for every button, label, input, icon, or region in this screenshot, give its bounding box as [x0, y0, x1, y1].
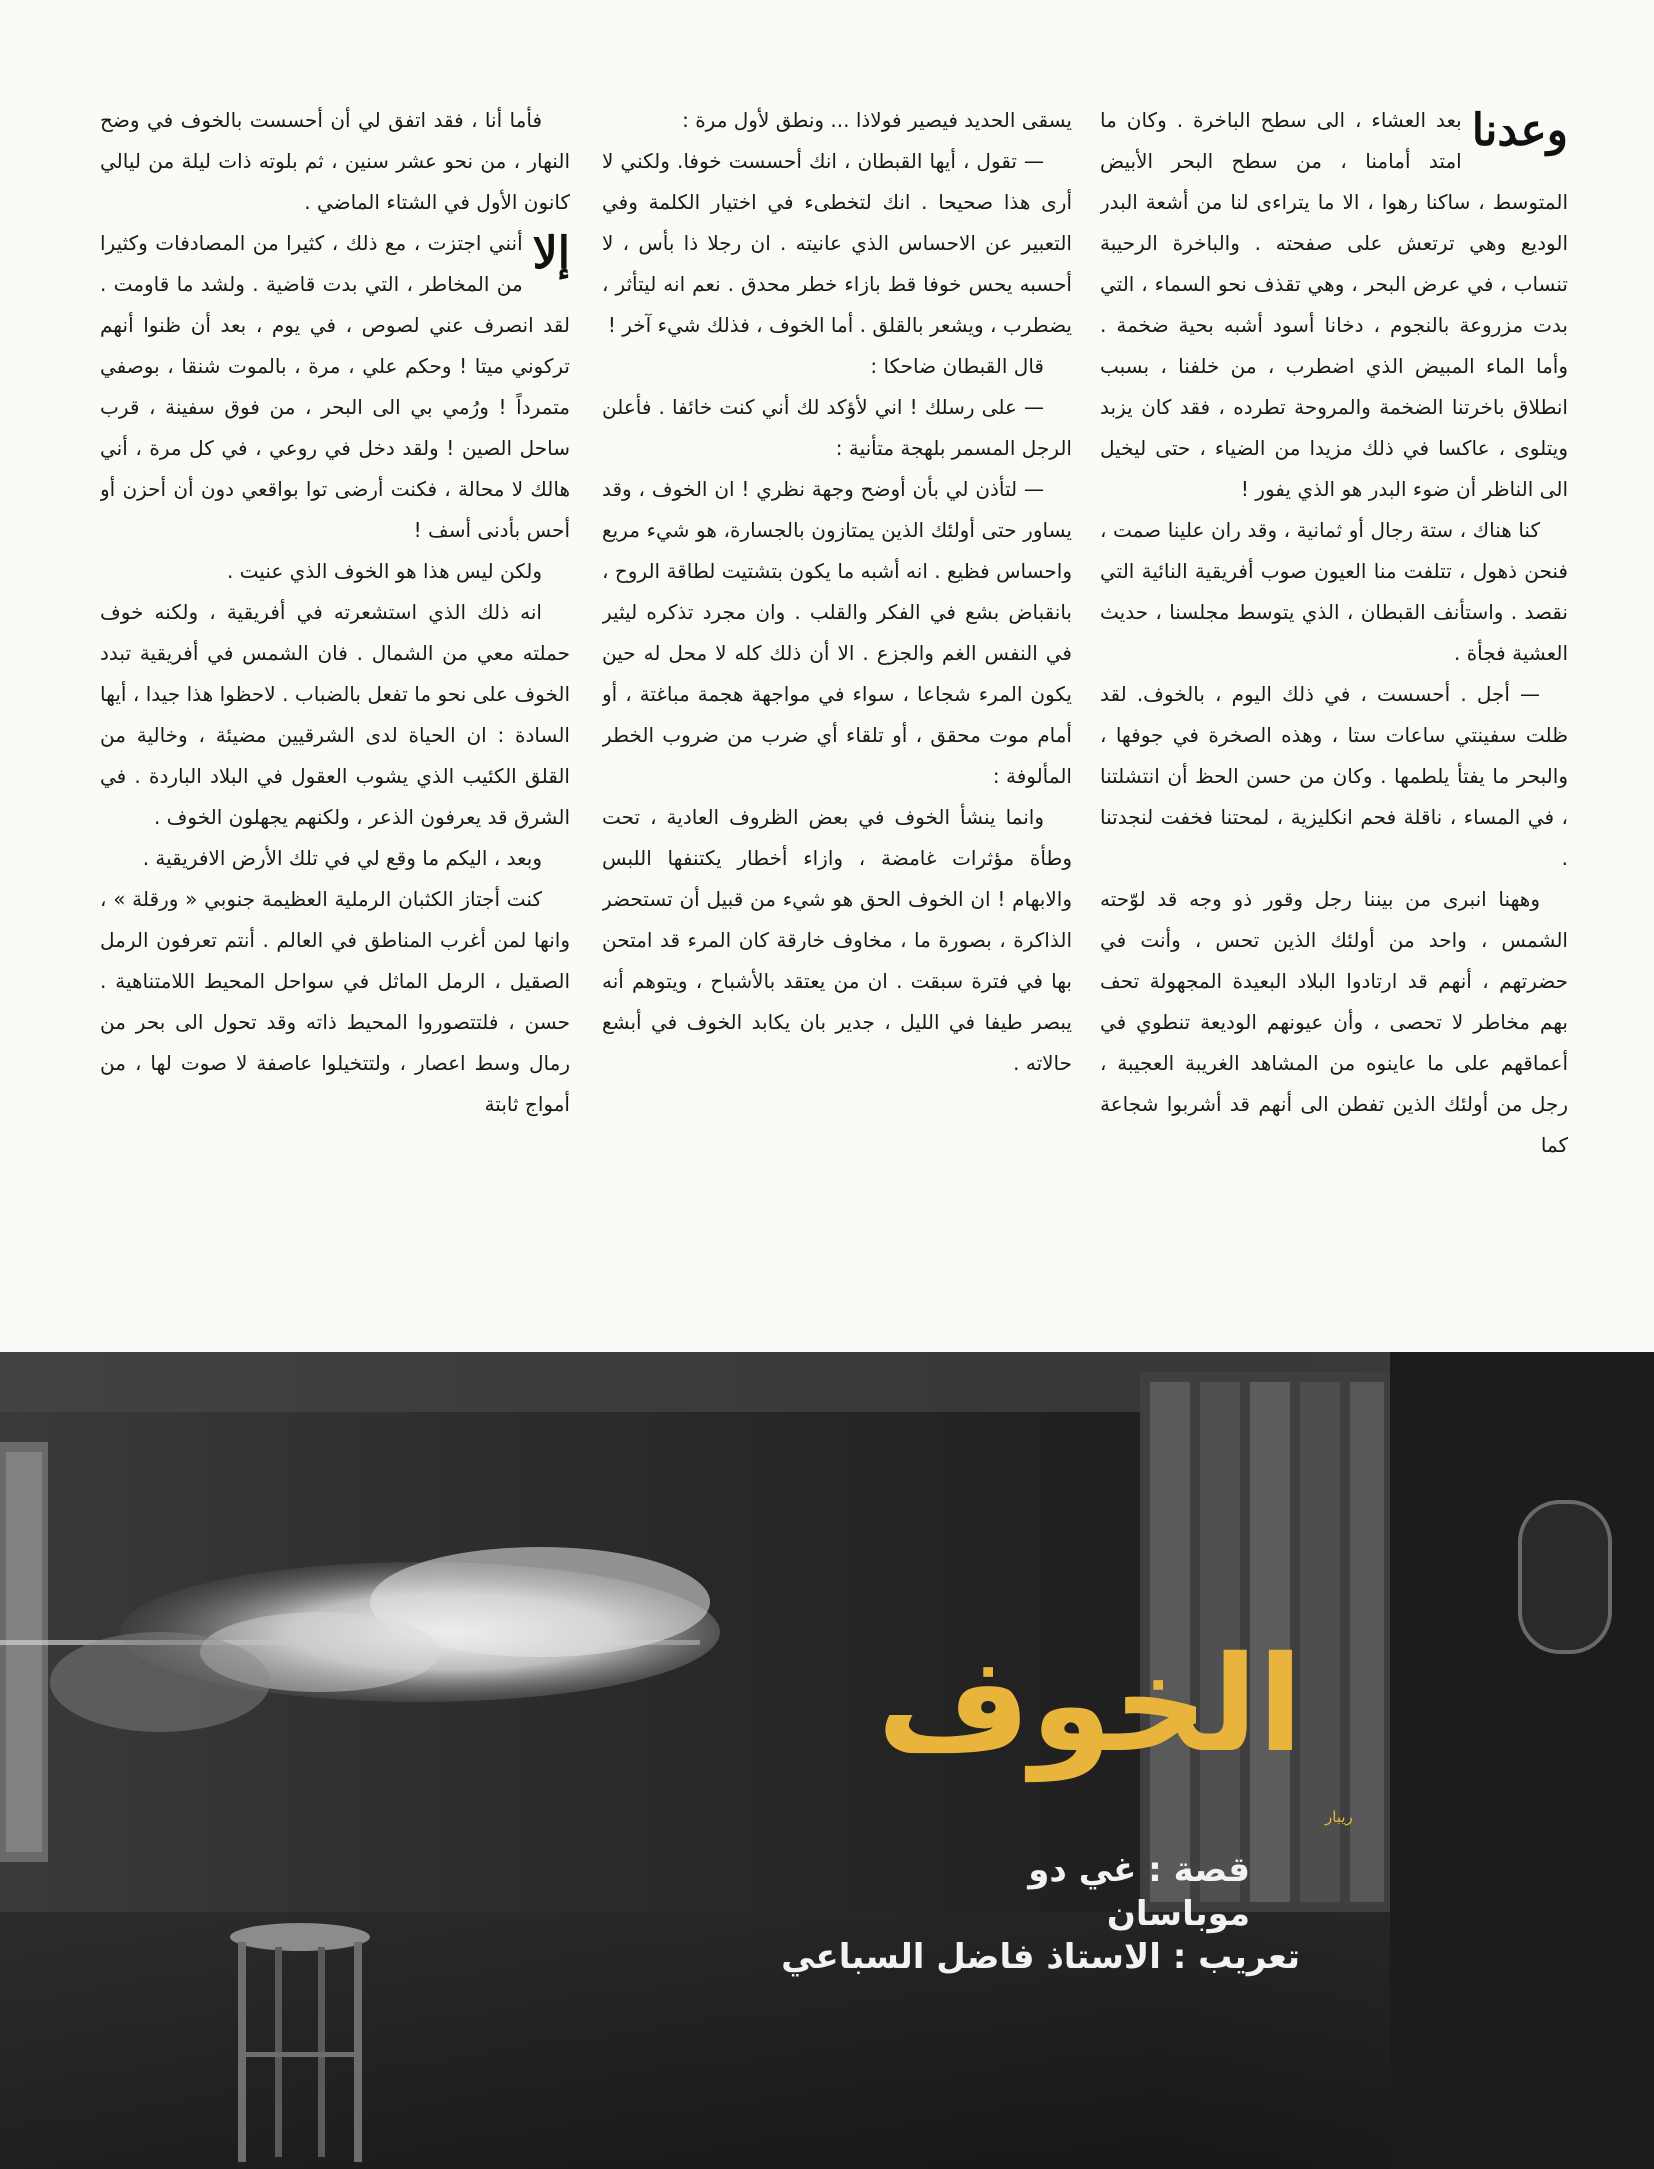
paragraph: يسقى الحديد فيصير فولاذا ... ونطق لأول مرة : [682, 108, 1072, 132]
paragraph: كنا هناك ، ستة رجال أو ثمانية ، وقد ران علينا صمت ، فنحن ذهول ، تتلفت منا العيون صوب أفريقية النائية التي نقصد . واستأنف القبطان ، الذي يتوسط مجلسنا ، حديث العشية فجأة . [1100, 518, 1568, 665]
author-credit: قصة : غي دو موباسان [1028, 1850, 1250, 1934]
paragraph: انه ذلك الذي استشعرته في أفريقية ، ولكنه خوف حملته معي من الشمال . فان الشمس في أفريقية تبدد الخوف على نحو ما تفعل بالضباب . لاحظوا هذا جيدا ، أيها السادة : ان الحياة لدى الشرقيين مضيئة ، وخالية من القلق الكئيب الذي يشوب العقول في البلاد الباردة . في الشرق قد يعرفون الذعر ، ولكنهم يجهلون الخوف . [100, 600, 570, 829]
paragraph: وههنا انبرى من بيننا رجل وقور ذو وجه قد لوّحته الشمس ، واحد من أولئك الذين تحس ، وأنت في حضرتهم ، أنهم قد ارتادوا البلاد البعيدة المجهولة تحف بهم مخاطر لا تحصى ، وأن عيونهم الوديعة تنطوي في أعماقهم على ما عاينوه من المشاهد الغريبة العجيبة ، رجل من أولئك الذين تفطن الى أنهم قد أشربوا شجاعة كما [1100, 887, 1568, 1157]
text-column-middle [602, 100, 1072, 1350]
paragraph: كنت أجتاز الكثبان الرملية العظيمة جنوبي « ورقلة » ، وانها لمن أغرب المناطق في العالم . أنتم تعرفون الرمل الصقيل ، الرمل الماثل في سواحل المحيط اللامتناهية . حسن ، فلتتصوروا المحيط ذاته وقد تحول الى بحر من رمال وسط اعصار ، ولتتخيلوا عاصفة لا صوت لها ، من أمواج ثابتة [100, 887, 570, 1116]
paragraph: قال القبطان ضاحكا : [870, 354, 1044, 378]
paragraph: بعد العشاء ، الى سطح الباخرة . وكان ما امتد أمامنا ، من سطح البحر الأبيض المتوسط ، ساكنا رهوا ، الا ما يتراءى لنا من أشعة البدر الوديع وهي ترتعش على صفحته . والباخرة الرحيبة تنساب ، في عرض البحر ، وهي تقذف نحو السماء ، التي بدت مزروعة بالنجوم ، دخانا أسود أشبه بحية ضخمة . وأما الماء المبيض الذي اضطرب ، من خلفنا ، بسبب انطلاق باخرتنا الضخمة والمروحة تطرده ، فقد كان يزبد ويتلوى ، عاكسا في ذلك مزيدا من الضياء ، حتى ليخيل الى الناظر أن ضوء البدر هو الذي يفور ! [1100, 108, 1568, 501]
paragraph: — أجل . أحسست ، في ذلك اليوم ، بالخوف. لقد ظلت سفينتي ساعات ستا ، وهذه الصخرة في جوفها ، والبحر ما يفتأ يلطمها . وكان من حسن الحظ أن انتشلتنا ، في المساء ، ناقلة فحم انكليزية ، لمحتنا فخفت لنجدتنا . [1100, 682, 1568, 870]
text-column-left [100, 100, 570, 1350]
paragraph: وانما ينشأ الخوف في بعض الظروف العادية ، تحت وطأة مؤثرات غامضة ، وازاء أخطار يكتنفها اللبس والابهام ! ان الخوف الحق هو شيء من قبيل أن تستحضر الذاكرة ، بصورة ما ، مخاوف خارقة كان المرء قد امتحن بها في فترة سبقت . ان من يعتقد بالأشباح ، ويتوهم أنه يبصر طيفا في الليل ، جدير بان يكابد الخوف في أبشع حالاته . [602, 805, 1072, 1075]
paragraph: — لتأذن لي بأن أوضح وجهة نظري ! ان الخوف ، وقد يساور حتى أولئك الذين يمتازون بالجسارة، هو شيء مريع واحساس فظيع . انه أشبه ما يكون بتشتيت لطاقة الروح ، بانقباض بشع في الفكر والقلب . وان مجرد تذكره ليثير في النفس الغم والجزع . الا أن ذلك كله لا محل له حين يكون المرء شجاعا ، سواء في مواجهة هجمة مباغتة ، أو أمام موت محقق ، أو تلقاء أي ضرب من ضروب الخطر المألوفة : [602, 477, 1072, 788]
paragraph: — على رسلك ! اني لأؤكد لك أني كنت خائفا . فأعلن الرجل المسمر بلهجة متأنية : [602, 395, 1072, 460]
drop-cap-right: وعدنا [1471, 105, 1568, 156]
paragraph: فأما أنا ، فقد اتفق لي أن أحسست بالخوف في وضح النهار ، من نحو عشر سنين ، ثم بلوته ذات ليلة من ليالي كانون الأول في الشتاء الماضي . [100, 108, 570, 214]
drop-cap-left: إلا [532, 228, 570, 279]
story-title: الخوف [876, 1628, 1304, 1782]
paragraph: وبعد ، اليكم ما وقع لي في تلك الأرض الافريقية . [142, 846, 542, 870]
paragraph: — تقول ، أيها القبطان ، انك أحسست خوفا. ولكني لا أرى هذا صحيحا . انك لتخطىء في اختيار الكلمة وفي التعبير عن الاحساس الذي عانيته . ان رجلا ذا بأس ، لا أحسبه يحس خوفا قط بازاء خطر محدق . نعم انه ليتأثر ، يضطرب ، ويشعر بالقلق . أما الخوف ، فذلك شيء آخر ! [602, 149, 1072, 337]
translator-credit: تعريب : الاستاذ فاضل السباعي [781, 1937, 1300, 1977]
paragraph: ولكن ليس هذا هو الخوف الذي عنيت . [226, 559, 542, 583]
text-column-right [1100, 100, 1568, 1350]
paragraph: أنني اجتزت ، مع ذلك ، كثيرا من المصادفات وكثيرا من المخاطر ، التي بدت قاضية . ولشد ما قاومت . لقد انصرف عني لصوص ، في يوم ، بعد أن ظنوا أنهم تركوني ميتا ! وحكم علي ، مرة ، بالموت شنقا ، بوصفي متمرداً ! ورُمي بي الى البحر ، من فوق سفينة ، قرب ساحل الصين ! ولقد دخل في روعي ، في كل مرة ، أني هالك لا محالة ، فكنت أرضى توا بواقعي دون أن أحزن أو أحس بأدنى أسف ! [100, 231, 570, 542]
title-tag: ريبار [1325, 1808, 1353, 1826]
